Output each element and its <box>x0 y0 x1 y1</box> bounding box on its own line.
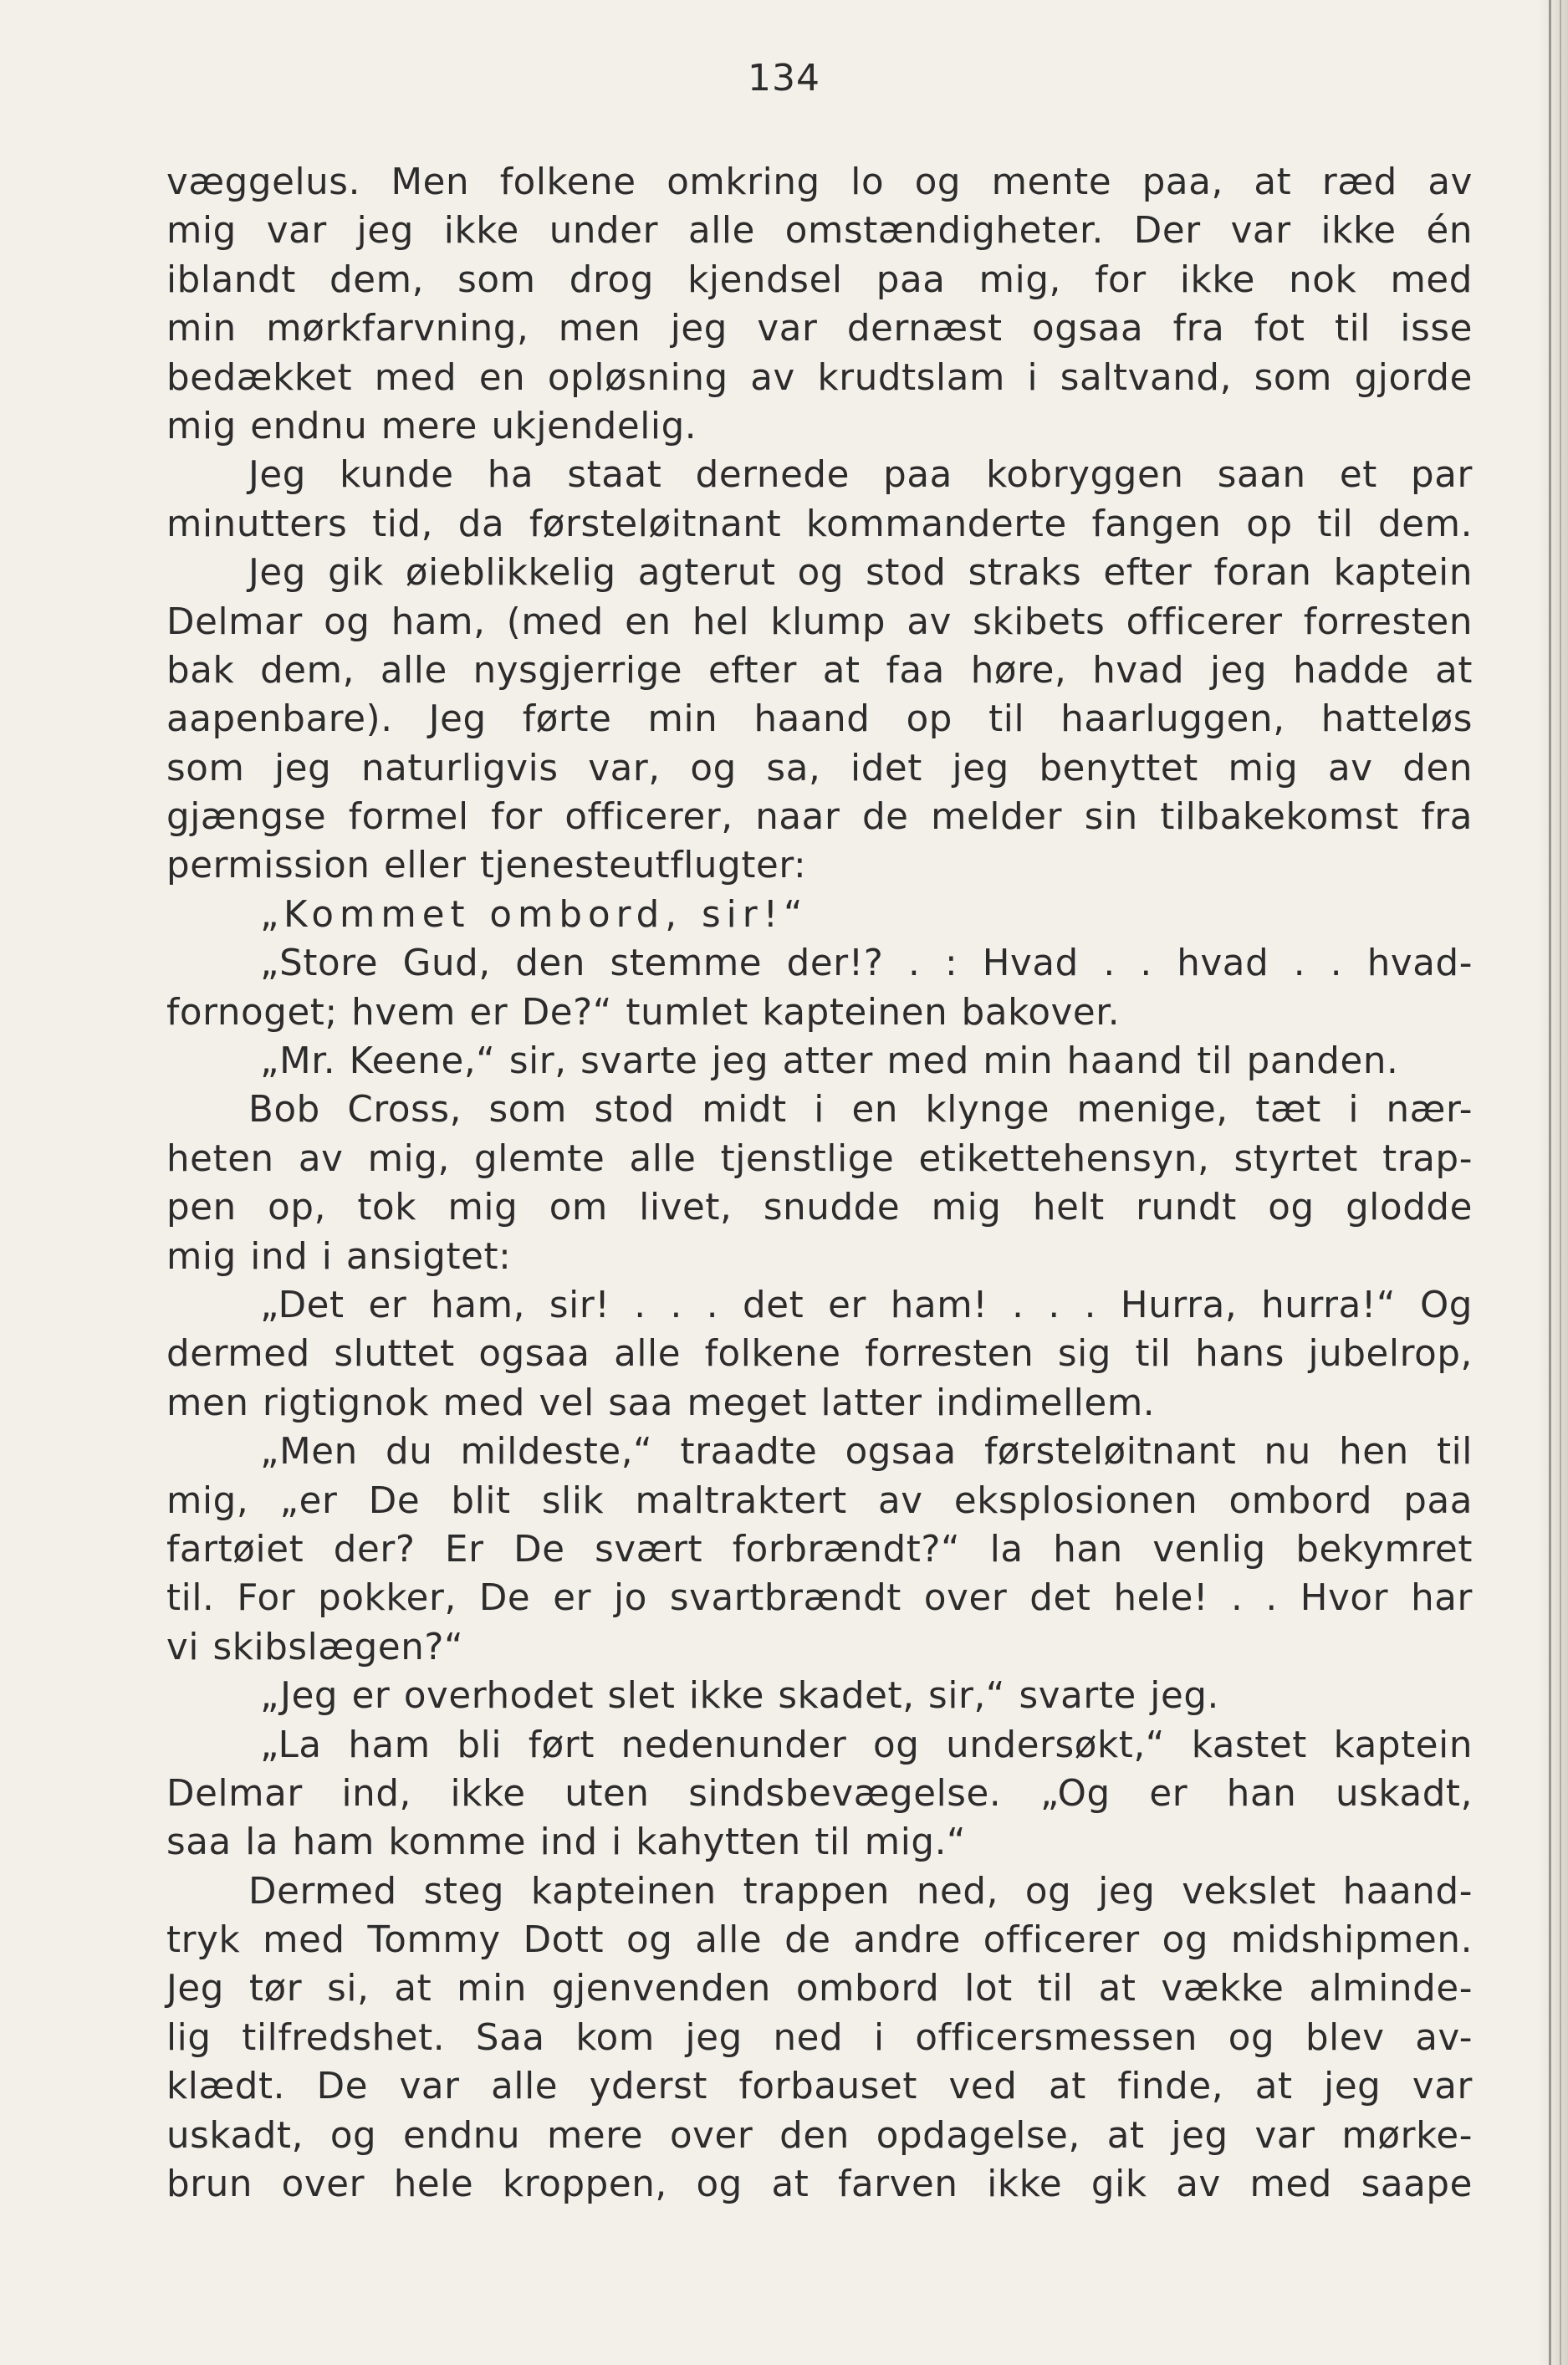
text-line: aapenbare). Jeg førte min haand op til haarluggen, hatteløs <box>166 698 1473 741</box>
text-line: tryk med Tommy Dott og alle de andre officerer og midshipmen. <box>166 1919 1473 1962</box>
text-line: „Mr. Keene,“ sir, svarte jeg atter med min haand til panden. <box>260 1040 1399 1083</box>
text-line: saa la ham komme ind i kahytten til mig.“ <box>166 1821 967 1864</box>
body-text <box>166 158 1473 2209</box>
text-line: fartøiet der? Er De svært forbrændt?“ la han venlig bekymret <box>166 1528 1473 1571</box>
text-line: fornoget; hvem er De?“ tumlet kapteinen bakover. <box>166 991 1121 1034</box>
text-line: minutters tid, da førsteløitnant kommanderte fangen op til dem. <box>166 503 1473 545</box>
text-line: mig, „er De blit slik maltraktert av eksplosionen ombord paa <box>166 1479 1473 1522</box>
page-number: 134 <box>748 57 820 100</box>
text-line: „Jeg er overhodet slet ikke skadet, sir,“ svarte jeg. <box>260 1675 1219 1718</box>
text-line: pen op, tok mig om livet, snudde mig helt rundt og glodde <box>166 1187 1473 1229</box>
text-line: til. For pokker, De er jo svartbrændt over det hele! . . Hvor har <box>166 1577 1473 1620</box>
text-line: Delmar ind, ikke uten sindsbevægelse. „Og er han uskadt, <box>166 1772 1473 1815</box>
text-line: klædt. De var alle yderst forbauset ved at finde, at jeg var <box>166 2066 1473 2108</box>
text-line: brun over hele kroppen, og at farven ikke gik av med saape <box>166 2163 1473 2206</box>
text-line: bedækket med en opløsning av krudtslam i saltvand, som gjorde <box>166 356 1473 399</box>
text-line: lig tilfredshet. Saa kom jeg ned i officersmessen og blev av- <box>166 2016 1473 2059</box>
text-line: Jeg gik øieblikkelig agterut og stod straks efter foran kaptein <box>248 552 1473 595</box>
text-line: „Det er ham, sir! . . . det er ham! . . . Hurra, hurra!“ Og <box>260 1284 1473 1326</box>
text-line: mig ind i ansigtet: <box>166 1235 512 1278</box>
text-line: „Kommet ombord, sir!“ <box>260 893 809 936</box>
text-line: men rigtignok med vel saa meget latter indimellem. <box>166 1382 1156 1424</box>
text-line: min mørkfarvning, men jeg var dernæst ogsaa fra fot til isse <box>166 308 1473 350</box>
text-line: Bob Cross, som stod midt i en klynge menige, tæt i nær- <box>248 1089 1473 1131</box>
text-line: gjængse formel for officerer, naar de melder sin tilbakekomst fra <box>166 796 1473 839</box>
text-line: „Men du mildeste,“ traadte ogsaa førsteløitnant nu hen til <box>260 1431 1473 1474</box>
text-line: mig endnu mere ukjendelig. <box>166 405 697 447</box>
text-line: bak dem, alle nysgjerrige efter at faa høre, hvad jeg hadde at <box>166 649 1473 692</box>
text-line: iblandt dem, som drog kjendsel paa mig, for ikke nok med <box>166 258 1473 301</box>
text-line: Jeg tør si, at min gjenvenden ombord lot til at vække alminde- <box>166 1968 1473 2010</box>
text-line: heten av mig, glemte alle tjenstlige etikettehensyn, styrtet trap- <box>166 1137 1473 1180</box>
page-edge <box>1538 0 1568 2365</box>
text-line: „La ham bli ført nedenunder og undersøkt,“ kastet kaptein <box>260 1724 1473 1766</box>
page-edge-line <box>1560 0 1561 2365</box>
text-line: vi skibslægen?“ <box>166 1626 464 1668</box>
text-line: Jeg kunde ha staat dernede paa kobryggen saan et par <box>248 454 1473 497</box>
text-line: uskadt, og endnu mere over den opdagelse, at jeg var mørke- <box>166 2114 1473 2157</box>
text-line: „Store Gud, den stemme der!? . : Hvad . . hvad . . hvad- <box>260 942 1473 985</box>
page-edge-line <box>1549 0 1551 2365</box>
text-line: Dermed steg kapteinen trappen ned, og jeg vekslet haand- <box>248 1870 1473 1913</box>
text-line: Delmar og ham, (med en hel klump av skibets officerer forresten <box>166 600 1473 643</box>
text-line: som jeg naturligvis var, og sa, idet jeg benyttet mig av den <box>166 747 1473 789</box>
text-line: dermed sluttet ogsaa alle folkene forresten sig til hans jubelrop, <box>166 1333 1473 1376</box>
text-line: mig var jeg ikke under alle omstændigheter. Der var ikke én <box>166 210 1473 253</box>
text-line: væggelus. Men folkene omkring lo og mente paa, at ræd av <box>166 161 1473 203</box>
text-line: permission eller tjenesteutflugter: <box>166 845 807 887</box>
